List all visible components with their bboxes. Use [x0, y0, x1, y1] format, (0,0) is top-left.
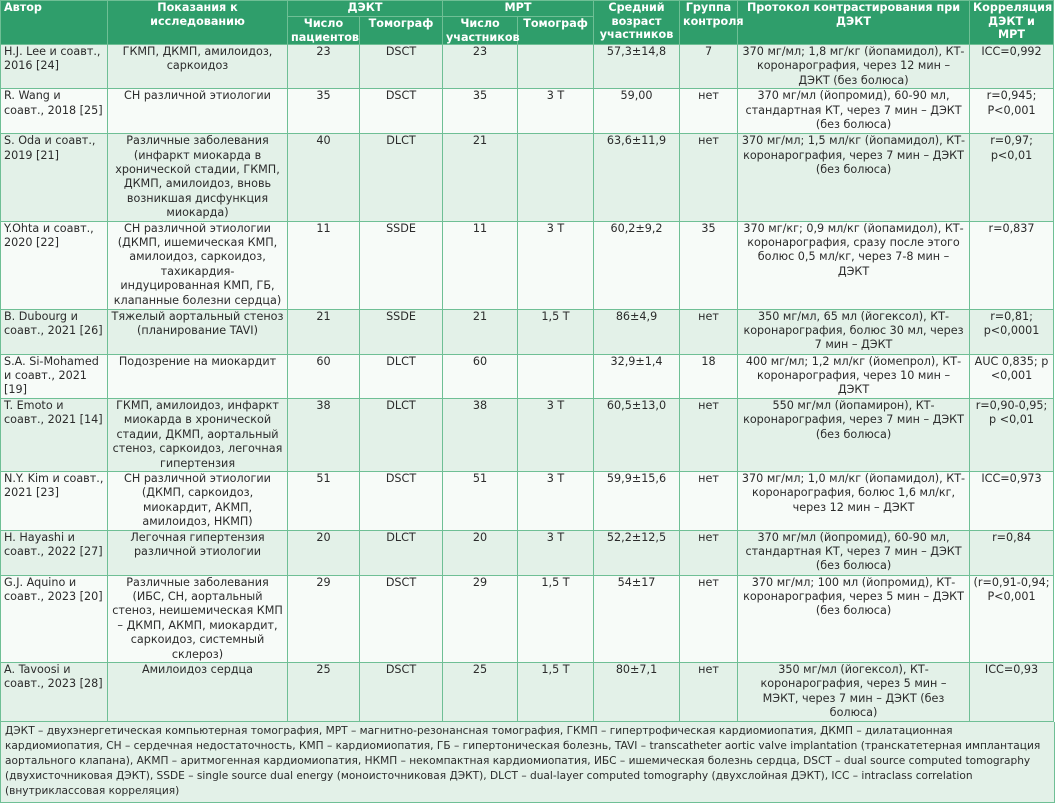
protocol-cell: 370 мг/мл; 1,8 мг/кг (йопамидол), КТ-коронарография, через 12 мин – ДЭКТ (без болюса) [738, 45, 970, 89]
protocol-cell: 370 мг/мл; 1,5 мл/кг (йопамидол), КТ-коронарография, через 7 мин – ДЭКТ (без болюса) [738, 134, 970, 221]
correlation-cell: AUC 0,835; p <0,001 [970, 354, 1054, 398]
avg-age-cell: 60,2±9,2 [594, 221, 680, 309]
mrt-scanner-cell: 1,5 Т [518, 309, 594, 354]
indications-cell: Тяжелый аортальный стеноз (планирование TAVI) [108, 309, 288, 354]
mrt-scanner-cell: 3 Т [518, 89, 594, 134]
dect-patients-cell: 35 [288, 89, 360, 134]
table-row [1, 530, 1054, 575]
header-correlation: Корреляция ДЭКТ и МРТ [970, 1, 1054, 45]
dect-patients-cell: 11 [288, 221, 360, 309]
protocol-cell: 400 мг/мл; 1,2 мл/кг (йомепрол), КТ-коронарография, через 10 мин – ДЭКТ [738, 354, 970, 398]
footnote: ДЭКТ – двухэнергетическая компьютерная томография, МРТ – магнитно-резонансная томография, ГКМП – гипертрофическая кардиомиопатия, ДКМП – дилатационная кардиомиопатия, СН – сердечная недостаточность, КМП – кардиомиопатия, ГБ – гипертоническая болезнь, TAVI – transcatheter aortic valve implantation (транскатетерная имплантация аортального клапана), АКМП – аритмогенная кардиомиопатия, НКМП – некомпактная кардиомиопатия, ИБС – ишемическая болезнь сердца, DSCT – dual source computed tomography (двухисточниковая ДЭКТ), SSDE – single source dual energy (моноисточниковая ДЭКТ), DLCT – dual-layer computed tomography (двухслойная ДЭКТ), ICC – intraclass correlation (внутриклассовая корреляция) [0, 722, 1055, 803]
dect-patients-cell: 21 [288, 309, 360, 354]
control-group-cell: 18 [680, 354, 738, 398]
dect-scanner-cell: DLCT [360, 530, 443, 575]
mrt-scanner-cell: 3 Т [518, 398, 594, 471]
table-row [1, 662, 1054, 721]
author-cell: Y.Ohta и соавт., 2020 [22] [1, 221, 108, 309]
correlation-cell: ICC=0,973 [970, 471, 1054, 530]
avg-age-cell: 60,5±13,0 [594, 398, 680, 471]
control-group-cell: нет [680, 471, 738, 530]
mrt-scanner-cell: 3 Т [518, 530, 594, 575]
mrt-participants-cell: 60 [443, 354, 518, 398]
header-indications: Показания к исследованию [108, 1, 288, 45]
dect-patients-cell: 40 [288, 134, 360, 221]
dect-scanner-cell: DSCT [360, 471, 443, 530]
avg-age-cell: 63,6±11,9 [594, 134, 680, 221]
correlation-cell: ICC=0,93 [970, 662, 1054, 721]
avg-age-cell: 52,2±12,5 [594, 530, 680, 575]
indications-cell: СН различной этиологии (ДКМП, саркоидоз, миокардит, АКМП, амилоидоз, НКМП) [108, 471, 288, 530]
table-row [1, 354, 1054, 398]
mrt-participants-cell: 23 [443, 45, 518, 89]
control-group-cell: 35 [680, 221, 738, 309]
correlation-cell: r=0,90-0,95; p <0,01 [970, 398, 1054, 471]
mrt-participants-cell: 21 [443, 134, 518, 221]
mrt-participants-cell: 20 [443, 530, 518, 575]
avg-age-cell: 54±17 [594, 575, 680, 662]
avg-age-cell: 80±7,1 [594, 662, 680, 721]
dect-patients-cell: 29 [288, 575, 360, 662]
table-row [1, 398, 1054, 471]
dect-patients-cell: 20 [288, 530, 360, 575]
mrt-participants-cell: 29 [443, 575, 518, 662]
mrt-scanner-cell: 1,5 Т [518, 662, 594, 721]
correlation-cell: ICC=0,992 [970, 45, 1054, 89]
avg-age-cell: 32,9±1,4 [594, 354, 680, 398]
dect-patients-cell: 25 [288, 662, 360, 721]
author-cell: G.J. Aquino и соавт., 2023 [20] [1, 575, 108, 662]
dect-scanner-cell: DSCT [360, 45, 443, 89]
table-row [1, 134, 1054, 221]
header-mrt-scanner: Томограф [518, 17, 594, 45]
dect-scanner-cell: DSCT [360, 662, 443, 721]
protocol-cell: 370 мг/мл (йопромид), 60-90 мл, стандартная КТ, через 7 мин – ДЭКТ (без болюса) [738, 89, 970, 134]
mrt-participants-cell: 21 [443, 309, 518, 354]
author-cell: R. Wang и соавт., 2018 [25] [1, 89, 108, 134]
dect-patients-cell: 60 [288, 354, 360, 398]
mrt-scanner-cell [518, 45, 594, 89]
mrt-participants-cell: 35 [443, 89, 518, 134]
table-row [1, 575, 1054, 662]
header-author: Автор [1, 1, 108, 45]
indications-cell: СН различной этиологии (ДКМП, ишемическая КМП, амилоидоз, саркоидоз, тахикардия-индуцированная КМП, ГБ, клапанные болезни сердца) [108, 221, 288, 309]
table-row [1, 221, 1054, 309]
mrt-participants-cell: 25 [443, 662, 518, 721]
protocol-cell: 370 мг/кг; 0,9 мл/кг (йопамидол), КТ-коронарография, сразу после этого болюс 0,5 мл/кг, через 7-8 мин – ДЭКТ [738, 221, 970, 309]
control-group-cell: нет [680, 398, 738, 471]
mrt-participants-cell: 51 [443, 471, 518, 530]
indications-cell: ГКМП, ДКМП, амилоидоз, саркоидоз [108, 45, 288, 89]
avg-age-cell: 59,00 [594, 89, 680, 134]
author-cell: A. Tavoosi и соавт., 2023 [28] [1, 662, 108, 721]
protocol-cell: 550 мг/мл (йопамирон), КТ-коронарография, через 7 мин – ДЭКТ (без болюса) [738, 398, 970, 471]
control-group-cell: нет [680, 134, 738, 221]
correlation-cell: (r=0,91-0,94; P<0,001 [970, 575, 1054, 662]
protocol-cell: 370 мг/мл (йопромид), 60-90 мл, стандартная КТ, через 7 мин – ДЭКТ (без болюса) [738, 530, 970, 575]
author-cell: B. Dubourg и соавт., 2021 [26] [1, 309, 108, 354]
avg-age-cell: 86±4,9 [594, 309, 680, 354]
dect-scanner-cell: SSDE [360, 309, 443, 354]
indications-cell: Различные заболевания (ИБС, СН, аортальный стеноз, неишемическая КМП – ДКМП, АКМП, миокардит, саркоидоз, системный склероз) [108, 575, 288, 662]
header-mrt-participants: Число участников [443, 17, 518, 45]
table-row [1, 45, 1054, 89]
protocol-cell: 350 мг/мл, 65 мл (йогексол), КТ-коронарография, болюс 30 мл, через 7 мин – ДЭКТ [738, 309, 970, 354]
indications-cell: Различные заболевания (инфаркт миокарда в хронической стадии, ГКМП, ДКМП, амилоидоз, вновь возникшая дисфункция миокарда) [108, 134, 288, 221]
indications-cell: Легочная гипертензия различной этиологии [108, 530, 288, 575]
mrt-participants-cell: 11 [443, 221, 518, 309]
author-cell: T. Emoto и соавт., 2021 [14] [1, 398, 108, 471]
correlation-cell: r=0,97; p<0,01 [970, 134, 1054, 221]
dect-patients-cell: 51 [288, 471, 360, 530]
mrt-participants-cell: 38 [443, 398, 518, 471]
correlation-cell: r=0,945; P<0,001 [970, 89, 1054, 134]
header-dect: ДЭКТ [288, 1, 443, 17]
indications-cell: ГКМП, амилоидоз, инфаркт миокарда в хронической стадии, ДКМП, аортальный стеноз, саркоидоз, легочная гипертензия [108, 398, 288, 471]
mrt-scanner-cell [518, 354, 594, 398]
mrt-scanner-cell: 3 Т [518, 221, 594, 309]
indications-cell: Амилоидоз сердца [108, 662, 288, 721]
author-cell: N.Y. Kim и соавт., 2021 [23] [1, 471, 108, 530]
table-row [1, 89, 1054, 134]
dect-scanner-cell: DLCT [360, 354, 443, 398]
header-mrt: МРТ [443, 1, 594, 17]
protocol-cell: 350 мг/мл (йогексол), КТ-коронарография, через 5 мин – МЭКТ, через 7 мин – ДЭКТ (без болюса) [738, 662, 970, 721]
control-group-cell: нет [680, 575, 738, 662]
author-cell: S. Oda и соавт., 2019 [21] [1, 134, 108, 221]
protocol-cell: 370 мг/мл; 100 мл (йопромид), КТ-коронарография, через 5 мин – ДЭКТ (без болюса) [738, 575, 970, 662]
table-row [1, 309, 1054, 354]
indications-cell: СН различной этиологии [108, 89, 288, 134]
mrt-scanner-cell: 1,5 Т [518, 575, 594, 662]
control-group-cell: 7 [680, 45, 738, 89]
dect-patients-cell: 38 [288, 398, 360, 471]
protocol-cell: 370 мг/мл; 1,0 мл/кг (йопамидол), КТ-коронарография, болюс 1,6 мл/кг, через 12 мин – ДЭКТ [738, 471, 970, 530]
dect-scanner-cell: DSCT [360, 89, 443, 134]
correlation-cell: r=0,837 [970, 221, 1054, 309]
table-body [1, 45, 1054, 722]
header-avg-age: Средний возраст участников [594, 1, 680, 45]
mrt-scanner-cell [518, 134, 594, 221]
header-dect-scanner: Томограф [360, 17, 443, 45]
correlation-cell: r=0,84 [970, 530, 1054, 575]
author-cell: H.J. Lee и соавт., 2016 [24] [1, 45, 108, 89]
avg-age-cell: 59,9±15,6 [594, 471, 680, 530]
control-group-cell: нет [680, 530, 738, 575]
dect-scanner-cell: DLCT [360, 134, 443, 221]
header-protocol: Протокол контрастирования при ДЭКТ [738, 1, 970, 45]
table-row [1, 471, 1054, 530]
header-control-group: Группа контроля [680, 1, 738, 45]
dect-patients-cell: 23 [288, 45, 360, 89]
author-cell: H. Hayashi и соавт., 2022 [27] [1, 530, 108, 575]
mrt-scanner-cell: 3 Т [518, 471, 594, 530]
avg-age-cell: 57,3±14,8 [594, 45, 680, 89]
correlation-cell: r=0,81; p<0,0001 [970, 309, 1054, 354]
header-dect-patients: Число пациентов [288, 17, 360, 45]
dect-scanner-cell: DLCT [360, 398, 443, 471]
dect-scanner-cell: DSCT [360, 575, 443, 662]
indications-cell: Подозрение на миокардит [108, 354, 288, 398]
author-cell: S.A. Si-Mohamed и соавт., 2021 [19] [1, 354, 108, 398]
control-group-cell: нет [680, 662, 738, 721]
dect-scanner-cell: SSDE [360, 221, 443, 309]
control-group-cell: нет [680, 89, 738, 134]
control-group-cell: нет [680, 309, 738, 354]
